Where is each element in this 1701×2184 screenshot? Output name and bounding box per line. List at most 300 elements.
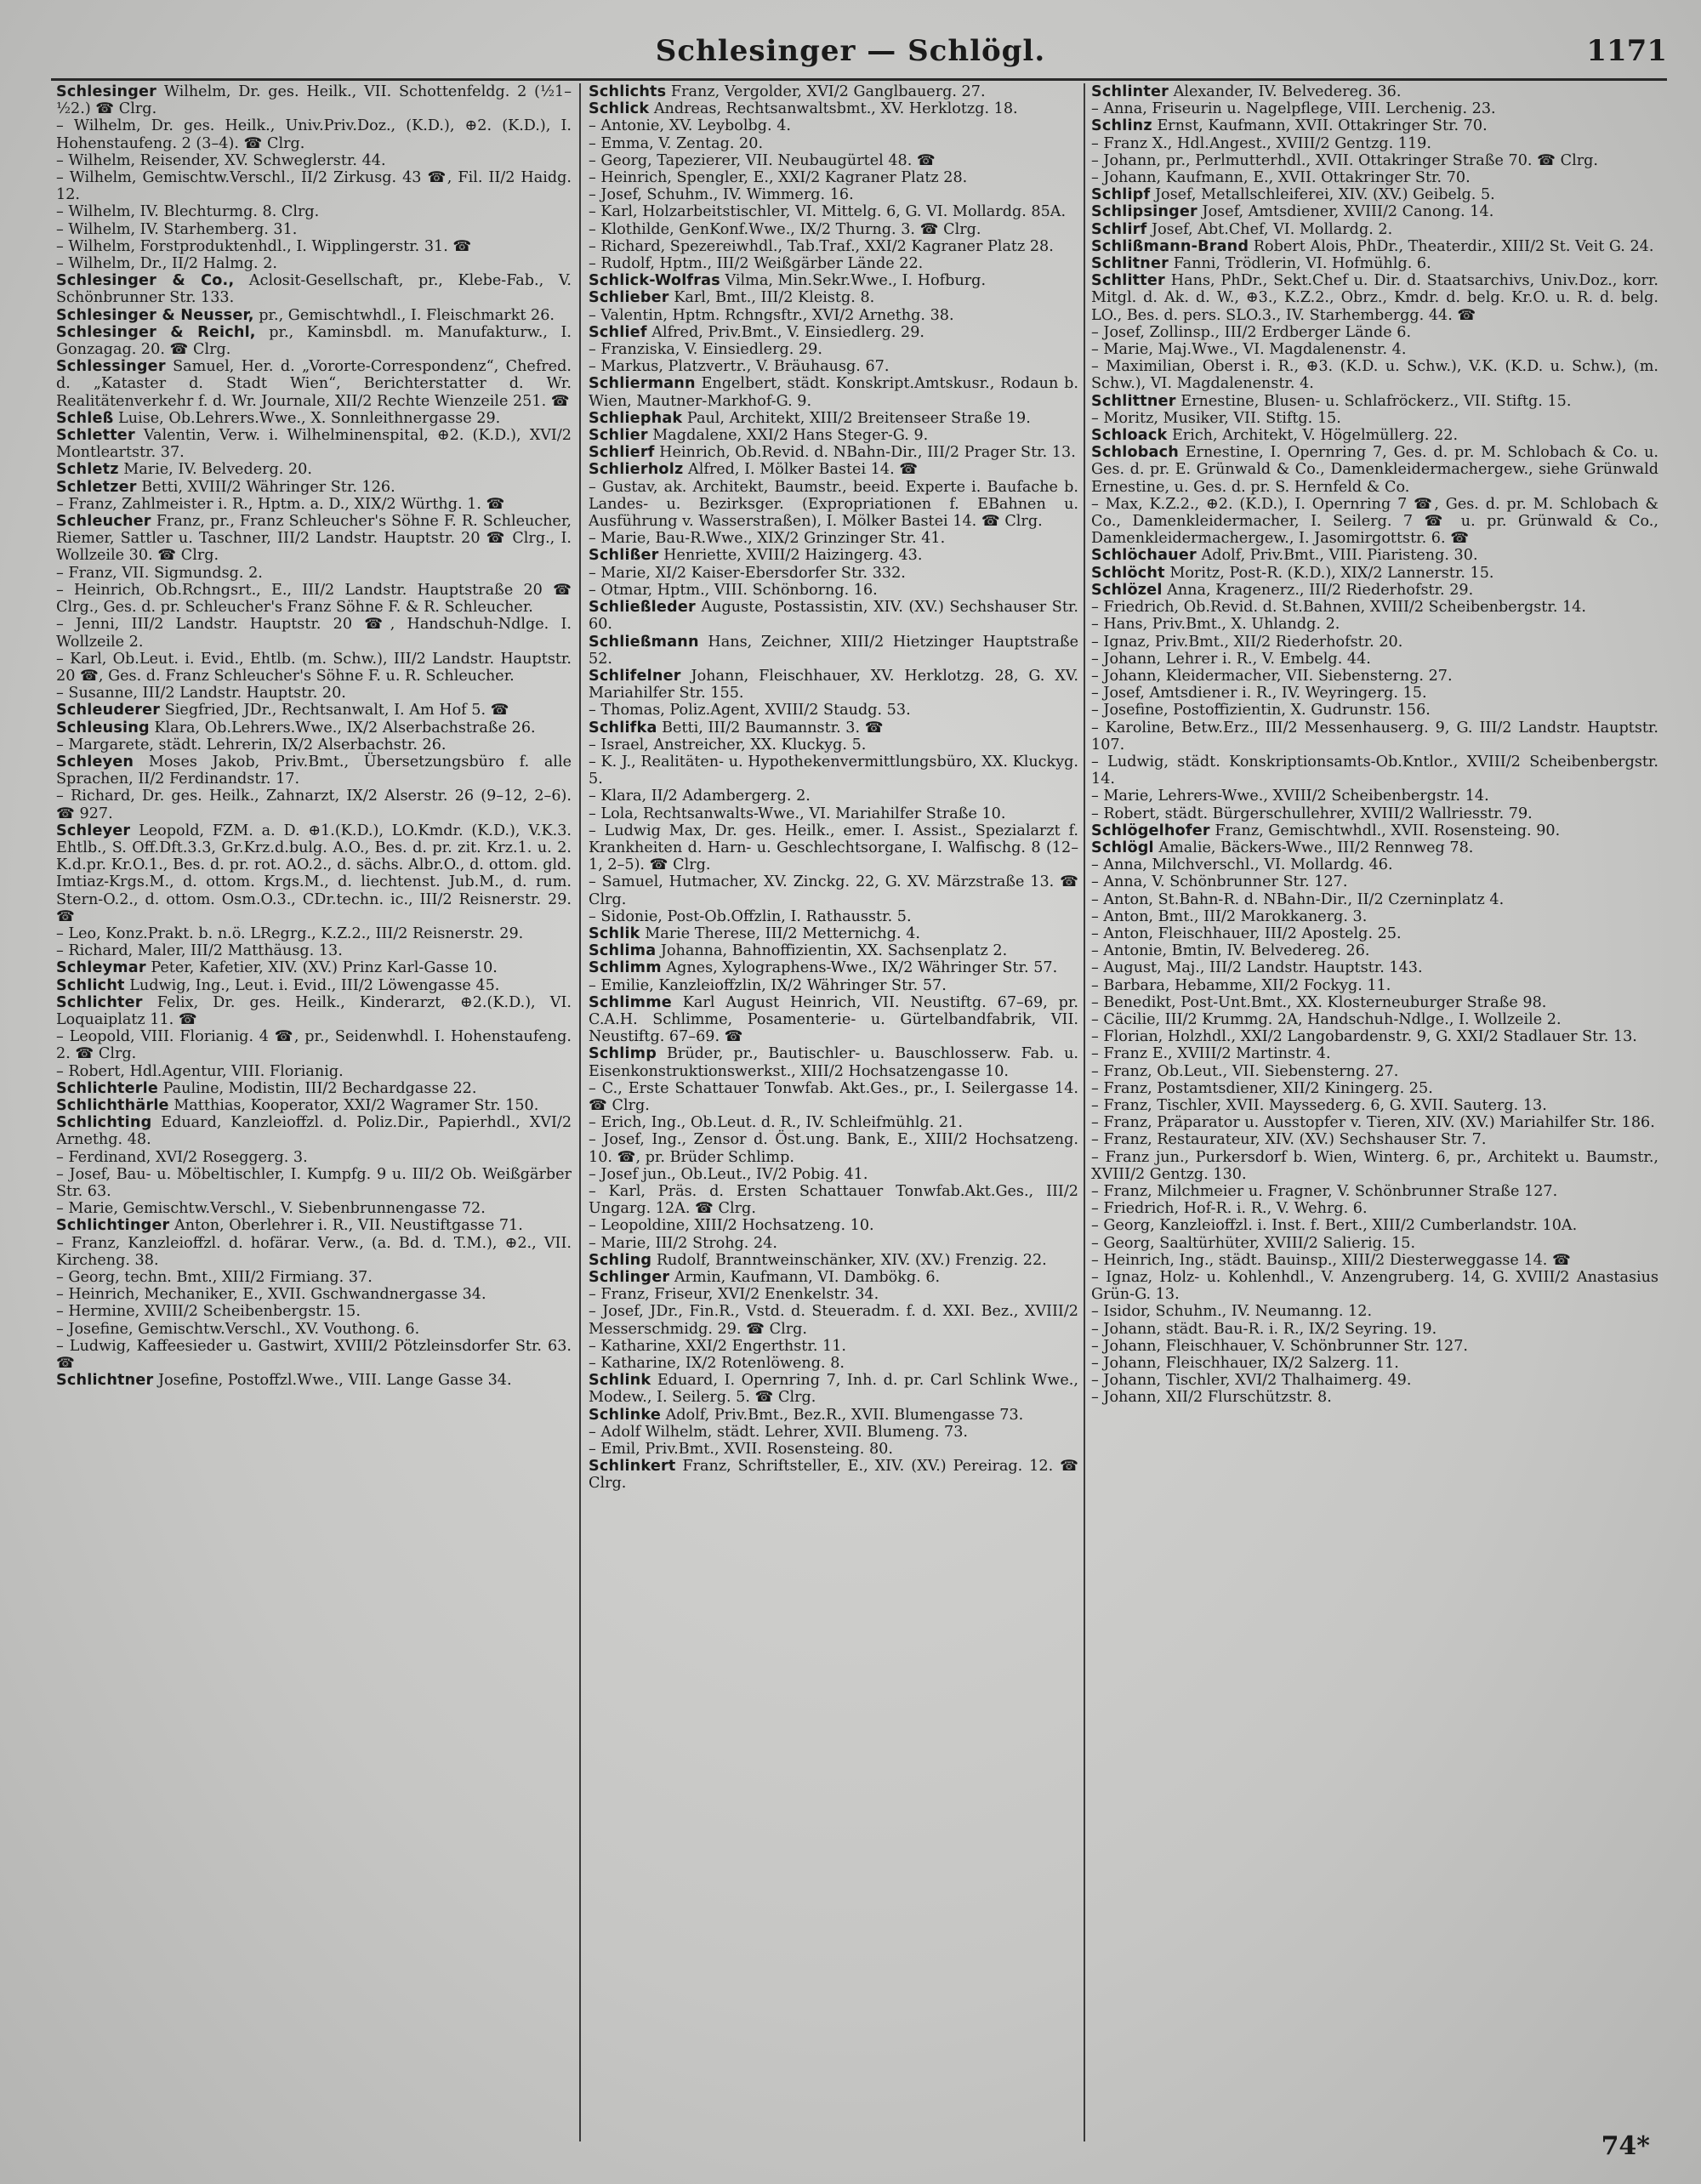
entry-details: Alfred, I. Mölker Bastei 14. ☎ bbox=[687, 461, 919, 479]
entry-details: Wilhelm, Dr. ges. Heilk., VII. Schottenfeldg. 2 (½1–½2.) ☎ Clrg. bbox=[56, 83, 572, 118]
entry-details: Matthias, Kooperator, XXI/2 Wagramer Str. 150. bbox=[174, 1096, 539, 1114]
directory-entry bbox=[589, 1080, 1078, 1114]
directory-entry bbox=[56, 1028, 572, 1062]
entry-surname: Schliephak bbox=[589, 409, 683, 427]
directory-column-3 bbox=[1091, 83, 1658, 2141]
entry-details: Josefine, Postoffzl.Wwe., VIII. Lange Gasse 34. bbox=[157, 1372, 512, 1390]
entry-details: – Josef, Amtsdiener i. R., IV. Weyringerg. 15. bbox=[1091, 685, 1427, 702]
directory-entry bbox=[1091, 925, 1658, 942]
directory-entry bbox=[1091, 959, 1658, 976]
entry-details: – Jenni, III/2 Landstr. Hauptstr. 20 ☎, Handschuh-Ndlge. I. Wollzeile 2. bbox=[56, 616, 572, 651]
entry-details: – Karl, Präs. d. Ersten Schattauer Tonwfab.Akt.Ges., III/2 Ungarg. 12A. ☎ Clrg. bbox=[589, 1183, 1078, 1218]
directory-entry bbox=[589, 358, 1078, 375]
entry-details: – Wilhelm, Reisender, XV. Schweglerstr. 44. bbox=[56, 151, 386, 169]
directory-entry bbox=[589, 530, 1078, 547]
directory-entry bbox=[589, 754, 1078, 788]
entry-details: – Gustav, ak. Architekt, Baumstr., beeid. Experte i. Baufache b. Landes- u. Bezirksger. (Expropriationen f. EBahnen u. Ausführung v. Wasserstraßen), I. Mölker Bastei 14. ☎ Clrg. bbox=[589, 478, 1078, 531]
entry-details: – Josef, Zollinsp., III/2 Erdberger Lände 6. bbox=[1091, 323, 1412, 341]
entry-details: Henriette, XVIII/2 Haizingerg. 43. bbox=[663, 547, 923, 565]
column-divider bbox=[579, 83, 581, 2141]
entry-surname: Schlicht bbox=[56, 976, 125, 994]
entry-details: – Josef, Schuhm., IV. Wimmerg. 16. bbox=[589, 186, 854, 204]
directory-entry bbox=[589, 117, 1078, 134]
directory-entry bbox=[1091, 358, 1658, 392]
entry-details: – Ignaz, Holz- u. Kohlenhdl., V. Anzengruberg. 14, G. XVIII/2 Anastasius Grün-G. 13. bbox=[1091, 1269, 1658, 1304]
directory-entry bbox=[1091, 238, 1658, 255]
entry-surname: Schlifka bbox=[589, 719, 657, 737]
directory-entry bbox=[1091, 1097, 1658, 1114]
directory-entry bbox=[589, 959, 1078, 976]
entry-details: – Johann, Tischler, XVI/2 Thalhaimerg. 49. bbox=[1091, 1372, 1412, 1390]
directory-entry bbox=[56, 496, 572, 513]
entry-details: – Franz E., XVIII/2 Martinstr. 4. bbox=[1091, 1045, 1331, 1063]
directory-entry bbox=[56, 925, 572, 942]
entry-details: – Antonie, XV. Leybolbg. 4. bbox=[589, 117, 791, 135]
entry-surname: Schlichterle bbox=[56, 1079, 159, 1097]
entry-surname: Schlimme bbox=[589, 993, 672, 1011]
entry-details: – Josefine, Gemischtw.Verschl., XV. Vouthong. 6. bbox=[56, 1320, 420, 1338]
entry-details: – Johann, XII/2 Flurschützstr. 8. bbox=[1091, 1389, 1332, 1407]
entry-details: – Anton, St.Bahn-R. d. NBahn-Dir., II/2 Czerninplatz 4. bbox=[1091, 890, 1505, 908]
entry-surname: Schletzer bbox=[56, 478, 137, 496]
entry-details: Franz, Vergolder, XVI/2 Ganglbauerg. 27. bbox=[670, 83, 986, 100]
entry-surname: Schlitner bbox=[1091, 255, 1169, 273]
entry-surname: Schlik bbox=[589, 924, 640, 942]
directory-entry bbox=[1091, 496, 1658, 548]
directory-entry bbox=[56, 1321, 572, 1338]
directory-entry bbox=[56, 307, 572, 324]
entry-details: – Erich, Ing., Ob.Leut. d. R., IV. Schleifmühlg. 21. bbox=[589, 1114, 963, 1132]
entry-surname: Schlieber bbox=[589, 289, 669, 307]
directory-entry bbox=[56, 1286, 572, 1303]
directory-entry bbox=[56, 221, 572, 238]
entry-details: Adolf, Priv.Bmt., Bez.R., XVII. Blumengasse 73. bbox=[665, 1406, 1024, 1424]
entry-surname: Schlinz bbox=[1091, 117, 1152, 135]
entry-details: – Isidor, Schuhm., IV. Neumanng. 12. bbox=[1091, 1303, 1373, 1321]
entry-details: – Emma, V. Zentag. 20. bbox=[589, 134, 764, 152]
entry-details: – Ludwig Max, Dr. ges. Heilk., emer. I. Assist., Spezialarzt f. Krankheiten d. Harn- u. Geschlechtsorgane, I. Walfischg. 8 (12–1, 2–5). ☎ Clrg. bbox=[589, 822, 1078, 874]
entry-details: Franz, pr., Franz Schleucher's Söhne F. R. Schleucher, Riemer, Sattler u. Taschner, III/2 Landstr. Hauptstr. 20 ☎ Clrg., I. Wollzeile 30. ☎ Clrg. bbox=[56, 513, 572, 565]
entry-details: – Otmar, Hptm., VIII. Schönborng. 16. bbox=[589, 581, 878, 599]
sheet-signature: 74* bbox=[1601, 2131, 1650, 2161]
directory-entry bbox=[56, 1063, 572, 1080]
entry-details: – Markus, Platzvertr., V. Bräuhausg. 67. bbox=[589, 358, 890, 376]
directory-entry bbox=[56, 651, 572, 685]
directory-entry bbox=[589, 1286, 1078, 1303]
entry-details: – Friedrich, Ob.Revid. d. St.Bahnen, XVIII/2 Scheibenbergstr. 14. bbox=[1091, 599, 1587, 617]
entry-details: – Benedikt, Post-Unt.Bmt., XX. Klosterneuburger Straße 98. bbox=[1091, 993, 1547, 1011]
entry-surname: Schlögl bbox=[1091, 839, 1154, 856]
entry-details: Ernestine, Blusen- u. Schlafröckerz., VII. Stiftg. 15. bbox=[1180, 392, 1572, 410]
directory-entry bbox=[589, 427, 1078, 444]
page-header bbox=[0, 34, 1701, 77]
directory-entry bbox=[56, 719, 572, 737]
directory-entry bbox=[56, 702, 572, 719]
entry-details: Josef, Amtsdiener, XVIII/2 Canong. 14. bbox=[1202, 203, 1494, 221]
entry-details: – Anna, Friseurin u. Nagelpflege, VIII. Lerchenig. 23. bbox=[1091, 100, 1496, 118]
entry-surname: Schlierholz bbox=[589, 461, 684, 479]
directory-entry bbox=[1091, 565, 1658, 582]
entry-details: – Johann, Kleidermacher, VII. Siebensterng. 27. bbox=[1091, 667, 1453, 685]
entry-details: Agnes, Xylographens-Wwe., IX/2 Währinger Str. 57. bbox=[666, 959, 1058, 977]
directory-entry bbox=[589, 238, 1078, 255]
directory-entry bbox=[56, 616, 572, 650]
entry-details: – Antonie, Bmtin, IV. Belvedereg. 26. bbox=[1091, 942, 1370, 960]
entry-details: – Franz, Restaurateur, XIV. (XV.) Sechshauser Str. 7. bbox=[1091, 1131, 1487, 1149]
entry-surname: Schlitter bbox=[1091, 272, 1165, 290]
entry-details: Valentin, Verw. i. Wilhelminenspital, ⊕2. (K.D.), XVI/2 Montleartstr. 37. bbox=[56, 427, 572, 462]
entry-details: – Heinrich, Ing., städt. Bauinsp., XIII/2 Diesterweggasse 14. ☎ bbox=[1091, 1251, 1571, 1269]
directory-entry bbox=[589, 908, 1078, 925]
entry-details: – Klara, II/2 Adambergerg. 2. bbox=[589, 788, 811, 805]
directory-entry bbox=[589, 152, 1078, 169]
entry-details: Peter, Kafetier, XIV. (XV.) Prinz Karl-Gasse 10. bbox=[151, 959, 498, 977]
directory-entry bbox=[589, 479, 1078, 531]
entry-surname: Schleß bbox=[56, 409, 114, 427]
entry-surname: Schleymar bbox=[56, 959, 146, 977]
entry-details: – Heinrich, Mechaniker, E., XVII. Gschwandnergasse 34. bbox=[56, 1286, 486, 1304]
directory-entry bbox=[1091, 186, 1658, 203]
entry-surname: Schlick-Wolfras bbox=[589, 272, 720, 290]
directory-entry bbox=[589, 307, 1078, 324]
directory-entry bbox=[56, 152, 572, 169]
directory-entry bbox=[56, 427, 572, 461]
entry-details: – Franz, Tischler, XVII. Mayssederg. 6, G. XVII. Sauterg. 13. bbox=[1091, 1096, 1547, 1114]
directory-entry bbox=[589, 186, 1078, 203]
entry-details: – Maximilian, Oberst i. R., ⊕3. (K.D. u. Schw.), V.K. (K.D. u. Schw.), (m. Schw.), VI. Magdalenenstr. 4. bbox=[1091, 358, 1658, 393]
entry-details: – Franz, Friseur, XVI/2 Enenkelstr. 34. bbox=[589, 1286, 879, 1304]
entry-details: Leopold, FZM. a. D. ⊕1.(K.D.), LO.Kmdr. (K.D.), V.K.3. Ehtlb., S. Off.Dft.3.3, Gr.Krz.d.bulg. A.O., Bes. d. pr. zit. Krz.1. u. 2. K.d.pr. Kr.O.1., Bes. d. pr. rot. AO.2., d. sächs. Albr.O., d. ottom. gld. Imtiaz-Krgs.M., d. ottom. Krgs.M., d. liechtenst. Jub.M., d. rum. Stern-O.2., d. ottom. Osm.O.3., CDr.techn. ic., III/2 Reisnerstr. 29. ☎ bbox=[56, 822, 572, 925]
entry-details: Anna, Kragenerz., III/2 Riederhofstr. 29. bbox=[1167, 581, 1474, 599]
entry-surname: Schlierf bbox=[589, 444, 655, 462]
directory-entry bbox=[1091, 410, 1658, 427]
entry-details: Armin, Kaufmann, VI. Dambökg. 6. bbox=[674, 1269, 941, 1287]
directory-entry bbox=[589, 719, 1078, 737]
entry-details: – Josefine, Postoffizientin, X. Gudrunstr. 156. bbox=[1091, 702, 1431, 719]
directory-entry bbox=[1091, 1114, 1658, 1131]
entry-details: – Leopold, VIII. Florianig. 4 ☎, pr., Seidenwhdl. I. Hohenstaufeng. 2. ☎ Clrg. bbox=[56, 1028, 572, 1063]
directory-entry bbox=[56, 1114, 572, 1148]
directory-entry bbox=[1091, 135, 1658, 152]
entry-surname: Schließleder bbox=[589, 599, 696, 617]
entry-details: – Barbara, Hebamme, XII/2 Fockyg. 11. bbox=[1091, 976, 1391, 994]
directory-entry bbox=[589, 341, 1078, 358]
entry-surname: Schloack bbox=[1091, 427, 1168, 445]
directory-entry bbox=[1091, 856, 1658, 873]
entry-details: – Franz jun., Purkersdorf b. Wien, Winterg. 6, pr., Architekt u. Baumstr., XVIII/2 Gentzg. 130. bbox=[1091, 1148, 1658, 1183]
entry-details: – Ignaz, Priv.Bmt., XII/2 Riederhofstr. 20. bbox=[1091, 633, 1403, 651]
entry-details: – Ludwig, Kaffeesieder u. Gastwirt, XVIII/2 Pötzleinsdorfer Str. 63. ☎ bbox=[56, 1337, 572, 1373]
directory-entry bbox=[589, 805, 1078, 822]
directory-entry bbox=[1091, 719, 1658, 754]
directory-entry bbox=[589, 444, 1078, 461]
entry-details: – Georg, Tapezierer, VII. Neubaugürtel 48. ☎ bbox=[589, 151, 936, 169]
directory-entry bbox=[1091, 427, 1658, 444]
entry-details: Magdalene, XXI/2 Hans Steger-G. 9. bbox=[652, 427, 929, 445]
entry-details: Eduard, I. Opernring 7, Inh. d. pr. Carl Schlink Wwe., Modew., I. Seilerg. 5. ☎ Clrg. bbox=[589, 1372, 1078, 1407]
directory-entry bbox=[56, 83, 572, 117]
entry-surname: Schliermann bbox=[589, 375, 696, 393]
directory-entry bbox=[1091, 203, 1658, 220]
directory-entry bbox=[1091, 1063, 1658, 1080]
directory-entry bbox=[589, 1045, 1078, 1079]
directory-entry bbox=[1091, 1011, 1658, 1028]
entry-details: – Wilhelm, IV. Blechturmg. 8. Clrg. bbox=[56, 203, 320, 221]
directory-entry bbox=[56, 994, 572, 1028]
entry-details: Johanna, Bahnoffizientin, XX. Sachsenplatz 2. bbox=[660, 942, 1008, 960]
entry-surname: Schlinter bbox=[1091, 83, 1169, 100]
entry-surname: Schletz bbox=[56, 461, 119, 479]
directory-entry bbox=[1091, 1200, 1658, 1217]
directory-entry bbox=[56, 1217, 572, 1234]
directory-entry bbox=[589, 599, 1078, 633]
directory-entry bbox=[589, 1407, 1078, 1424]
entry-details: Amalie, Bäckers-Wwe., III/2 Rennweg 78. bbox=[1158, 839, 1474, 856]
entry-surname: Schlessinger bbox=[56, 358, 166, 376]
directory-entry bbox=[589, 822, 1078, 874]
entry-surname: Schlipf bbox=[1091, 186, 1151, 204]
directory-entry bbox=[56, 1200, 572, 1217]
entry-surname: Schlißmann-Brand bbox=[1091, 237, 1249, 255]
entry-surname: Schletter bbox=[56, 427, 135, 445]
entry-details: – Franz X., Hdl.Angest., XVIII/2 Gentzg. 119. bbox=[1091, 134, 1431, 152]
entry-details: Marie, IV. Belvederg. 20. bbox=[123, 461, 312, 479]
entry-details: – Wilhelm, IV. Starhemberg. 31. bbox=[56, 220, 298, 238]
entry-details: – Hans, Priv.Bmt., X. Uhlandg. 2. bbox=[1091, 616, 1340, 634]
entry-details: – Rudolf, Hptm., III/2 Weißgärber Lände 22. bbox=[589, 255, 924, 273]
entry-surname: Schlier bbox=[589, 427, 648, 445]
directory-entry bbox=[1091, 908, 1658, 925]
entry-details: – Ferdinand, XVI/2 Roseggerg. 3. bbox=[56, 1148, 308, 1166]
directory-entry bbox=[56, 358, 572, 410]
directory-entry bbox=[56, 479, 572, 496]
entry-details: – Katharine, XXI/2 Engerthstr. 11. bbox=[589, 1337, 846, 1355]
entry-details: – Valentin, Hptm. Rchngsftr., XVI/2 Arnethg. 38. bbox=[589, 306, 954, 324]
directory-entry bbox=[1091, 668, 1658, 685]
entry-details: – Karl, Holzarbeitstischler, VI. Mittelg. 6, G. VI. Mollardg. 85A. bbox=[589, 203, 1067, 221]
directory-entry bbox=[589, 547, 1078, 564]
entry-surname: Schleucher bbox=[56, 513, 151, 531]
directory-entry bbox=[589, 1441, 1078, 1458]
directory-entry bbox=[1091, 994, 1658, 1011]
directory-entry bbox=[1091, 1269, 1658, 1303]
entry-surname: Schlittner bbox=[1091, 392, 1176, 410]
directory-entry bbox=[1091, 341, 1658, 358]
entry-details: – Klothilde, GenKonf.Wwe., IX/2 Thurng. 3. ☎ Clrg. bbox=[589, 220, 981, 238]
entry-details: Samuel, Her. d. „Vororte-Correspondenz“, Chefred. d. „Kataster d. Stadt Wien“, Berichterstatter d. Wr. Realitätenverkehr f. d. Wr. Journale, XII/2 Rechte Wienzeile 251. ☎ bbox=[56, 358, 572, 410]
directory-entry bbox=[589, 1355, 1078, 1372]
directory-entry bbox=[56, 754, 572, 788]
entry-details: – Max, K.Z.2., ⊕2. (K.D.), I. Opernring 7 ☎, Ges. d. pr. M. Schlobach & Co., Damenkleidermacher, I. Seilerg. 7 ☎ u. pr. Grünwald & Co., Damenkleidermachergew., I. Jasomirgottstr. 6. ☎ bbox=[1091, 495, 1658, 548]
entry-details: – K. J., Realitäten- u. Hypothekenvermittlungsbüro, XX. Kluckyg. 5. bbox=[589, 753, 1078, 788]
directory-entry bbox=[56, 822, 572, 925]
entry-details: Aclosit-Gesellschaft, pr., Klebe-Fab., V. Schönbrunner Str. 133. bbox=[56, 272, 572, 307]
directory-entry bbox=[589, 1235, 1078, 1252]
entry-details: – Moritz, Musiker, VII. Stiftg. 15. bbox=[1091, 409, 1341, 427]
entry-details: – Johann, pr., Perlmutterhdl., XVII. Ottakringer Straße 70. ☎ Clrg. bbox=[1091, 151, 1598, 169]
entry-details: – Wilhelm, Gemischtw.Verschl., II/2 Zirkusg. 43 ☎, Fil. II/2 Haidg. 12. bbox=[56, 169, 572, 204]
directory-entry bbox=[1091, 599, 1658, 616]
entry-surname: Schlichting bbox=[56, 1114, 152, 1132]
directory-entry bbox=[1091, 1303, 1658, 1320]
entry-details: – Susanne, III/2 Landstr. Hauptstr. 20. bbox=[56, 685, 346, 702]
entry-details: – Georg, techn. Bmt., XIII/2 Firmiang. 37. bbox=[56, 1269, 373, 1287]
directory-entry bbox=[1091, 444, 1658, 496]
entry-surname: Schlichthärle bbox=[56, 1096, 169, 1114]
directory-entry bbox=[589, 994, 1078, 1046]
entry-details: Moritz, Post-R. (K.D.), XIX/2 Lannerstr. 15. bbox=[1169, 564, 1494, 582]
entry-details: – Franz, Zahlmeister i. R., Hptm. a. D., XIX/2 Würthg. 1. ☎ bbox=[56, 495, 505, 513]
directory-entry bbox=[56, 737, 572, 754]
entry-details: Franz, Gemischtwhdl., XVII. Rosensteing. 90. bbox=[1215, 822, 1561, 839]
entry-surname: Schlobach bbox=[1091, 444, 1179, 462]
entry-details: – Emilie, Kanzleioffzlin, IX/2 Währinger Str. 57. bbox=[589, 976, 947, 994]
directory-entry bbox=[56, 942, 572, 959]
entry-surname: Schlesinger bbox=[56, 83, 157, 100]
directory-entry bbox=[589, 565, 1078, 582]
entry-details: Paul, Architekt, XIII/2 Breitenseer Straße 19. bbox=[686, 409, 1031, 427]
directory-entry bbox=[589, 977, 1078, 994]
entry-surname: Schlißer bbox=[589, 547, 659, 565]
entry-details: Adolf, Priv.Bmt., VIII. Piaristeng. 30. bbox=[1201, 547, 1478, 565]
entry-surname: Schlima bbox=[589, 942, 657, 960]
directory-entry bbox=[1091, 616, 1658, 633]
directory-entry bbox=[56, 461, 572, 478]
directory-entry bbox=[1091, 393, 1658, 410]
directory-column-1 bbox=[56, 83, 572, 2141]
entry-details: – August, Maj., III/2 Landstr. Hauptstr. 143. bbox=[1091, 959, 1423, 977]
entry-details: Hans, Zeichner, XIII/2 Hietzinger Hauptstraße 52. bbox=[589, 633, 1078, 668]
entry-details: – Franz, Ob.Leut., VII. Siebensterng. 27. bbox=[1091, 1062, 1399, 1080]
entry-details: Anton, Oberlehrer i. R., VII. Neustiftgasse 71. bbox=[174, 1217, 523, 1235]
entry-details: – Marie, Gemischtw.Verschl., V. Siebenbrunnengasse 72. bbox=[56, 1200, 486, 1218]
entry-details: – Richard, Maler, III/2 Matthäusg. 13. bbox=[56, 942, 343, 960]
entry-details: – Josef, Bau- u. Möbeltischler, I. Kumpfg. 9 u. III/2 Ob. Weißgärber Str. 63. bbox=[56, 1165, 572, 1200]
directory-entry bbox=[1091, 977, 1658, 994]
entry-surname: Schlözel bbox=[1091, 581, 1163, 599]
entry-surname: Schlimp bbox=[589, 1045, 657, 1063]
entry-details: – Heinrich, Spengler, E., XXI/2 Kagraner Platz 28. bbox=[589, 169, 968, 187]
directory-entry bbox=[1091, 100, 1658, 117]
entry-details: – Lola, Rechtsanwalts-Wwe., VI. Mariahilfer Straße 10. bbox=[589, 805, 1006, 822]
directory-entry bbox=[589, 925, 1078, 942]
directory-entry bbox=[1091, 1217, 1658, 1234]
entry-details: – C., Erste Schattauer Tonwfab. Akt.Ges., pr., I. Seilergasse 14. ☎ Clrg. bbox=[589, 1079, 1078, 1114]
directory-entry bbox=[1091, 152, 1658, 169]
directory-entry bbox=[56, 565, 572, 582]
entry-surname: Schleyen bbox=[56, 753, 134, 771]
directory-entry bbox=[56, 1372, 572, 1389]
entry-details: – Anna, Milchverschl., VI. Mollardg. 46. bbox=[1091, 856, 1393, 874]
entry-surname: Schlick bbox=[589, 100, 650, 118]
entry-details: Heinrich, Ob.Revid. d. NBahn-Dir., III/2 Prager Str. 13. bbox=[659, 444, 1076, 462]
entry-surname: Schleuderer bbox=[56, 702, 161, 719]
entry-surname: Schlirf bbox=[1091, 220, 1147, 238]
directory-entry bbox=[56, 1235, 572, 1269]
entry-surname: Schlesinger & Reichl, bbox=[56, 323, 256, 341]
entry-details: – Franz, Milchmeier u. Fragner, V. Schönbrunner Straße 127. bbox=[1091, 1183, 1558, 1200]
directory-entry bbox=[1091, 1080, 1658, 1097]
entry-details: – Emil, Priv.Bmt., XVII. Rosensteing. 80. bbox=[589, 1441, 893, 1459]
entry-details: pr., Kaminsbdl. m. Manufakturw., I. Gonzagag. 20. ☎ Clrg. bbox=[56, 323, 572, 359]
entry-details: Brüder, pr., Bautischler- u. Bauschlosserw. Fab. u. Eisenkonstruktionswerkst., XIII/2 Hochsatzengasse 10. bbox=[589, 1045, 1078, 1080]
entry-details: Josef, Metallschleiferei, XIV. (XV.) Geibelg. 5. bbox=[1154, 186, 1495, 204]
entry-surname: Schlinkert bbox=[589, 1458, 676, 1476]
entry-details: – Anton, Fleischhauer, III/2 Apostelg. 25. bbox=[1091, 924, 1402, 942]
directory-entry bbox=[589, 737, 1078, 754]
directory-entry bbox=[1091, 1028, 1658, 1045]
entry-details: – Franz, Postamtsdiener, XII/2 Kiningerg. 25. bbox=[1091, 1079, 1433, 1097]
directory-entry bbox=[1091, 1338, 1658, 1355]
directory-entry bbox=[1091, 873, 1658, 890]
entry-details: – Johann, Fleischhauer, V. Schönbrunner Str. 127. bbox=[1091, 1337, 1469, 1355]
directory-entry bbox=[589, 1269, 1078, 1286]
directory-entry bbox=[56, 959, 572, 976]
directory-entry bbox=[56, 1269, 572, 1286]
entry-surname: Schlögelhofer bbox=[1091, 822, 1210, 839]
directory-entry bbox=[56, 1080, 572, 1097]
directory-entry bbox=[589, 582, 1078, 599]
directory-entry bbox=[56, 169, 572, 203]
entry-surname: Schlesinger & Neusser, bbox=[56, 306, 254, 324]
directory-entry bbox=[1091, 651, 1658, 668]
entry-details: Ernestine, I. Opernring 7, Ges. d. pr. M. Schlobach & Co. u. Ges. d. pr. E. Grünwald & Co., Damenkleidermachergew., siehe Grünwald Ernestine, u. Ges. d. pr. S. Hernfeld & Co. bbox=[1091, 444, 1658, 496]
directory-entry bbox=[589, 461, 1078, 478]
entry-details: – Franz, Kanzleioffzl. d. hofärar. Verw., (a. Bd. d. T.M.), ⊕2., VII. Kircheng. 38. bbox=[56, 1234, 572, 1269]
directory-entry bbox=[589, 169, 1078, 186]
entry-surname: Schleyer bbox=[56, 822, 131, 839]
directory-entry bbox=[56, 977, 572, 994]
entry-details: – Georg, Saaltürhüter, XVIII/2 Salierig. 15. bbox=[1091, 1234, 1416, 1252]
entry-details: Klara, Ob.Lehrers.Wwe., IX/2 Alserbachstraße 26. bbox=[154, 719, 536, 737]
directory-entry bbox=[56, 685, 572, 702]
entry-details: Felix, Dr. ges. Heilk., Kinderarzt, ⊕2.(K.D.), VI. Loquaiplatz 11. ☎ bbox=[56, 993, 572, 1028]
entry-details: – Adolf Wilhelm, städt. Lehrer, XVII. Blumeng. 73. bbox=[589, 1423, 969, 1441]
directory-entry bbox=[56, 238, 572, 255]
directory-entry bbox=[1091, 1252, 1658, 1269]
directory-entry bbox=[1091, 169, 1658, 186]
directory-entry bbox=[1091, 324, 1658, 341]
entry-details: Siegfried, JDr., Rechtsanwalt, I. Am Hof 5. ☎ bbox=[164, 702, 509, 719]
entry-surname: Schling bbox=[589, 1251, 652, 1269]
entry-surname: Schlichtinger bbox=[56, 1217, 170, 1235]
directory-entry bbox=[56, 203, 572, 220]
entry-details: – Marie, Maj.Wwe., VI. Magdalenenstr. 4. bbox=[1091, 341, 1407, 359]
directory-entry bbox=[589, 942, 1078, 959]
entry-details: Karl, Bmt., III/2 Kleistg. 8. bbox=[674, 289, 875, 307]
directory-entry bbox=[1091, 805, 1658, 822]
entry-surname: Schlief bbox=[589, 323, 647, 341]
entry-details: Andreas, Rechtsanwaltsbmt., XV. Herklotzg. 18. bbox=[653, 100, 1018, 118]
directory-entry bbox=[589, 634, 1078, 668]
page-title: Schlesinger — Schlögl. bbox=[655, 34, 1046, 68]
entry-surname: Schlimm bbox=[589, 959, 662, 977]
entry-surname: Schlink bbox=[589, 1372, 651, 1390]
directory-entry bbox=[56, 255, 572, 272]
entry-surname: Schlesinger & Co., bbox=[56, 272, 235, 290]
entry-details: – Marie, Bau-R.Wwe., XIX/2 Grinzinger Str. 41. bbox=[589, 530, 946, 548]
directory-entry bbox=[1091, 942, 1658, 959]
directory-entry bbox=[56, 410, 572, 427]
directory-entry bbox=[56, 1097, 572, 1114]
entry-surname: Schlipsinger bbox=[1091, 203, 1198, 221]
entry-details: – Marie, XI/2 Kaiser-Ebersdorfer Str. 332. bbox=[589, 564, 906, 582]
entry-details: Ludwig, Ing., Leut. i. Evid., III/2 Löwengasse 45. bbox=[129, 976, 500, 994]
entry-details: – Margarete, städt. Lehrerin, IX/2 Alserbachstr. 26. bbox=[56, 736, 447, 754]
directory-entry bbox=[1091, 891, 1658, 908]
directory-entry bbox=[589, 1424, 1078, 1441]
directory-entry bbox=[1091, 839, 1658, 856]
